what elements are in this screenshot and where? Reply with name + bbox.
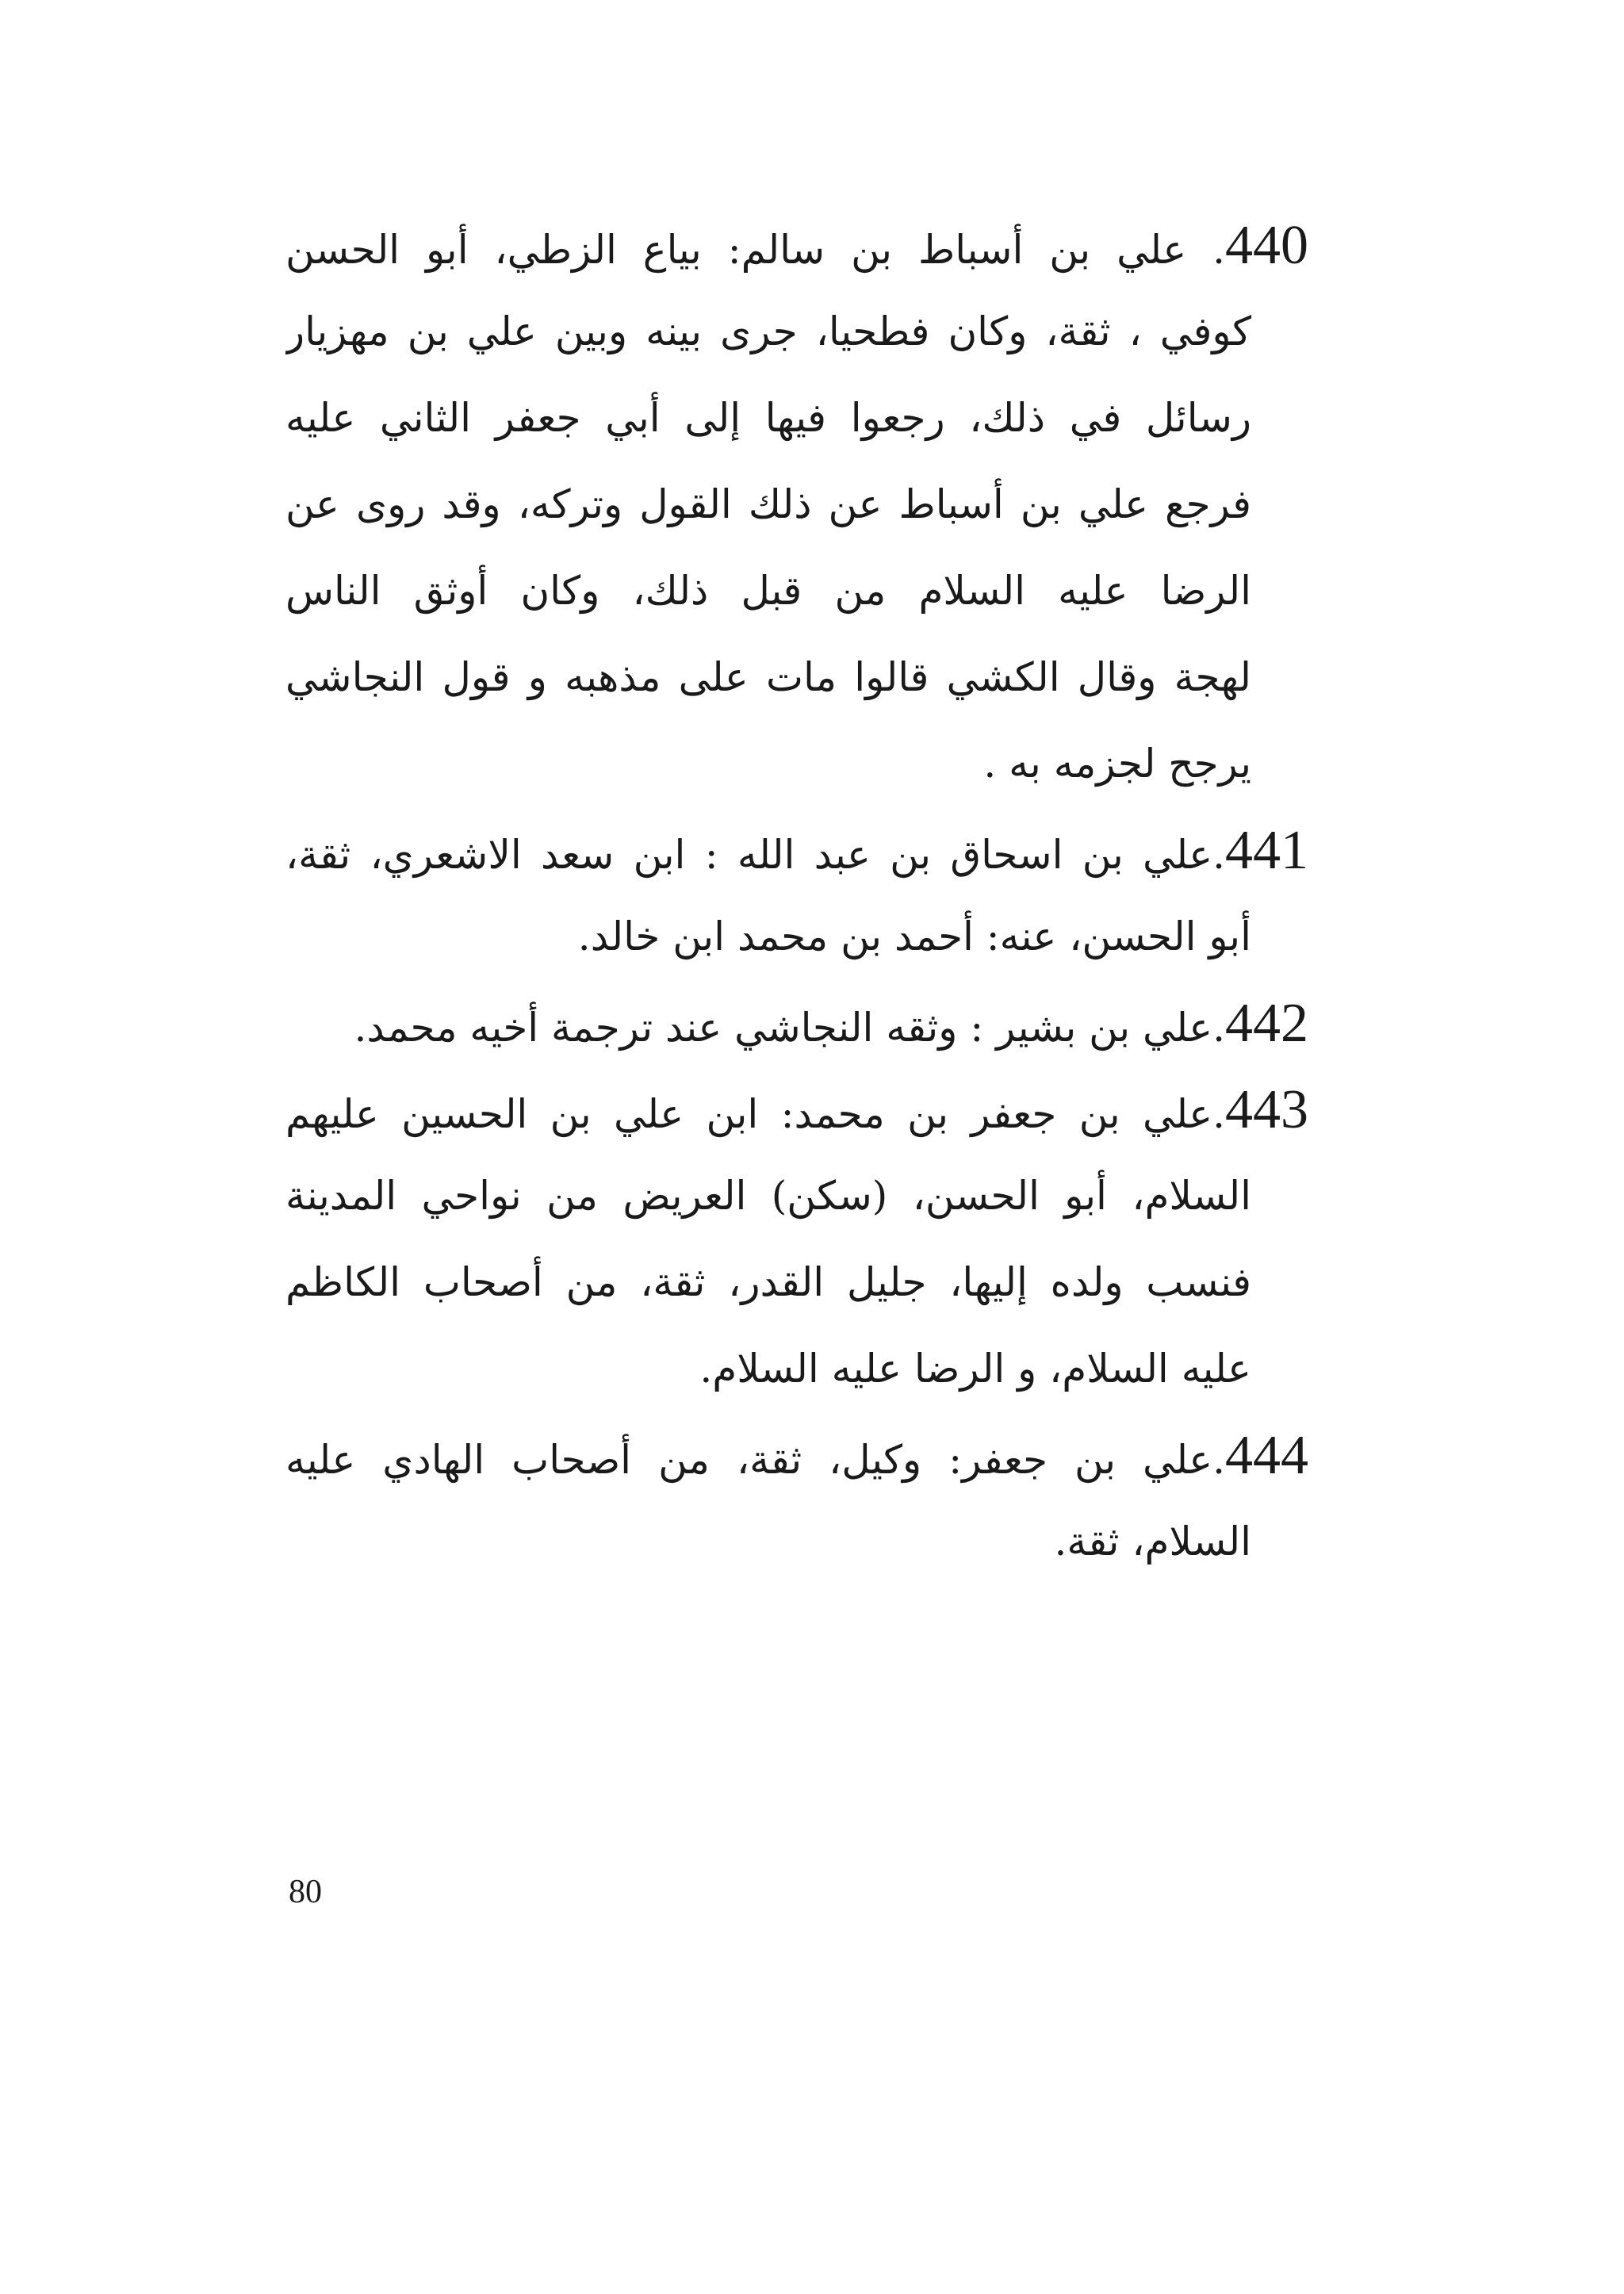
entry-text: .علي بن بشير : وثقه النجاشي عند ترجمة أخيه محمد. bbox=[354, 1005, 1225, 1051]
entry-line: الرضا عليه السلام من قبل ذلك، وكان أوثق الناس bbox=[285, 568, 1251, 614]
entry-text: .علي بن جعفر: وكيل، ثقة، من أصحاب الهادي عليه bbox=[285, 1437, 1225, 1483]
entry-441 bbox=[285, 807, 1308, 980]
entry-440 bbox=[285, 202, 1308, 807]
entry-line: فنسب ولده إليها، جليل القدر، ثقة، من أصحاب الكاظم bbox=[285, 1259, 1251, 1305]
entry-number: 444 bbox=[1225, 1425, 1308, 1486]
entry-line: رسائل في ذلك، رجعوا فيها إلى أبي جعفر الثاني عليه bbox=[285, 395, 1251, 441]
entry-text: .علي بن جعفر بن محمد: ابن علي بن الحسين عليهم bbox=[285, 1091, 1225, 1137]
page-number: 80 bbox=[289, 1874, 322, 1910]
entry-line bbox=[285, 1067, 1308, 1153]
entry-line: يرجح لجزمه به . bbox=[983, 741, 1251, 787]
entry-line: فرجع علي بن أسباط عن ذلك القول وتركه، وقد روى عن bbox=[285, 481, 1251, 527]
entry-442 bbox=[285, 980, 1308, 1067]
entry-444 bbox=[285, 1412, 1308, 1585]
entry-line: أبو الحسن، عنه: أحمد بن محمد ابن خالد. bbox=[577, 913, 1251, 959]
entry-text: . علي بن أسباط بن سالم: بياع الزطي، أبو الحسن bbox=[285, 227, 1225, 273]
entry-line: السلام، ثقة. bbox=[1054, 1518, 1251, 1564]
entry-number: 440 bbox=[1225, 215, 1308, 276]
entry-443 bbox=[285, 1067, 1308, 1412]
entry-line: لهجة وقال الكشي قالوا مات على مذهبه و قول النجاشي bbox=[285, 654, 1251, 700]
entry-line: كوفي ، ثقة، وكان فطحيا، جرى بينه وبين علي بن مهزيار bbox=[285, 308, 1251, 354]
entry-line bbox=[285, 807, 1308, 894]
entry-number: 442 bbox=[1225, 993, 1308, 1054]
entry-line bbox=[285, 1412, 1308, 1499]
entry-line: عليه السلام، و الرضا عليه السلام. bbox=[699, 1346, 1251, 1392]
entry-line: السلام، أبو الحسن، (سكن) العريض من نواحي المدينة bbox=[285, 1173, 1251, 1219]
entry-line bbox=[285, 980, 1308, 1067]
entry-number: 441 bbox=[1225, 820, 1308, 881]
entry-line bbox=[285, 202, 1308, 289]
entry-text: .علي بن اسحاق بن عبد الله : ابن سعد الاشعري، ثقة، bbox=[285, 832, 1225, 878]
page-body bbox=[285, 202, 1308, 1585]
entry-number: 443 bbox=[1225, 1079, 1308, 1140]
